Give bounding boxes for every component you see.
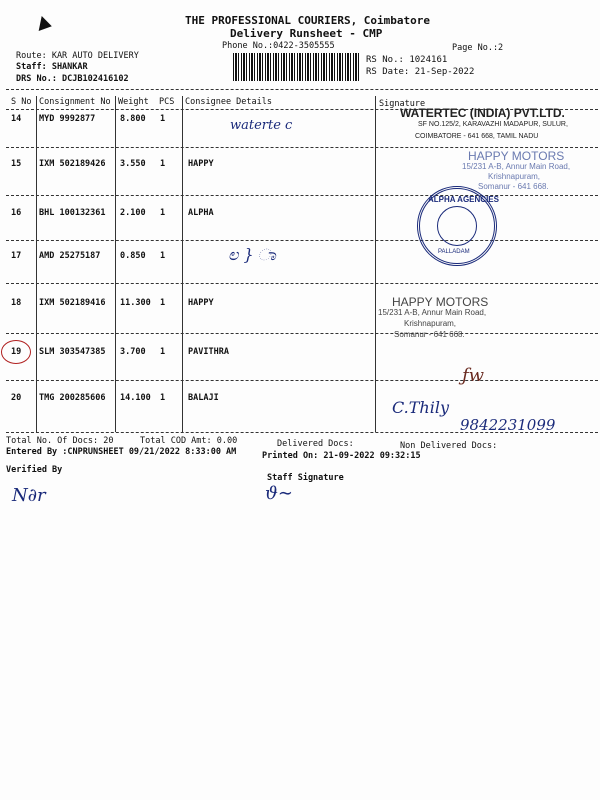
total-cod: Total COD Amt: 0.00	[140, 436, 238, 446]
cell-weight: 3.700	[120, 347, 146, 357]
divider	[6, 240, 598, 241]
alpha-agencies-seal	[417, 186, 497, 266]
rs-date: RS Date: 21-Sep-2022	[366, 67, 475, 77]
watertec-stamp-address: SF NO.125/2, KARAVAZHI MADAPUR, SULUR,	[418, 121, 568, 128]
barcode	[233, 53, 361, 81]
cell-cn: SLM 303547385	[39, 347, 106, 357]
phone-number: Phone No.:0422-3505555	[222, 41, 335, 51]
cell-consignee: ALPHA	[188, 208, 214, 218]
cell-weight: 14.100	[120, 393, 151, 403]
cell-sno: 14	[11, 114, 22, 124]
document-title: Delivery Runsheet - CMP	[230, 27, 383, 40]
divider	[6, 333, 598, 334]
divider	[6, 89, 598, 90]
drs-number: DRS No.: DCJB102416102	[16, 74, 129, 84]
cell-pcs: 1	[160, 208, 166, 218]
seal-city: PALLADAM	[438, 249, 470, 255]
happy-motors-address: 15/231 A-B, Annur Main Road,	[378, 308, 487, 317]
seal-text: ALPHA AGENCIES	[428, 195, 499, 204]
divider	[6, 147, 598, 148]
cell-pcs: 1	[160, 393, 166, 403]
cell-cn: AMD 25275187	[39, 251, 101, 261]
non-delivered-docs: Non Delivered Docs:	[400, 441, 498, 451]
cell-cn: IXM 502189426	[39, 159, 106, 169]
staff: Staff: SHANKAR	[16, 62, 88, 72]
company-name: THE PROFESSIONAL COURIERS, Coimbatore	[185, 14, 431, 27]
total-docs: Total No. Of Docs: 20	[6, 436, 114, 446]
cell-pcs: 1	[160, 298, 166, 308]
cell-sno: 17	[11, 251, 22, 261]
entered-by: Entered By :CNPRUNSHEET 09/21/2022 8:33:00 AM	[6, 447, 237, 457]
cell-pcs: 1	[160, 251, 166, 261]
cell-sno: 16	[11, 208, 22, 218]
happy-motors-address: Krishnapuram,	[404, 319, 457, 328]
cell-cn: MYD 9992877	[39, 114, 96, 124]
watertec-stamp-address: COIMBATORE - 641 668, TAMIL NADU	[415, 133, 539, 140]
cell-weight: 3.550	[120, 159, 146, 169]
staff-signature-label: Staff Signature	[267, 473, 344, 483]
cell-weight: 11.300	[120, 298, 151, 308]
cell-pcs: 1	[160, 347, 166, 357]
cell-consignee: HAPPY	[188, 298, 214, 308]
happy-motors-stamp: HAPPY MOTORS	[392, 295, 489, 309]
cell-sno: 19	[11, 347, 22, 357]
cell-consignee: PAVITHRA	[188, 347, 229, 357]
happy-motors-address: Krishnapuram,	[488, 172, 541, 181]
printed-on: Printed On: 21-09-2022 09:32:15	[262, 451, 421, 461]
verifier-signature: N∂r	[12, 485, 46, 506]
page-number: Page No.:2	[452, 43, 504, 53]
cell-sno: 15	[11, 159, 22, 169]
cell-pcs: 1	[160, 159, 166, 169]
col-weight: Weight	[118, 97, 149, 107]
cell-weight: 8.800	[120, 114, 146, 124]
cell-sno: 20	[11, 393, 22, 403]
happy-motors-address: Somanur - 641 668.	[478, 182, 549, 191]
row-19-circle-mark	[1, 340, 31, 364]
cell-sno: 18	[11, 298, 22, 308]
watertec-stamp-name: WATERTEC (INDIA) PVT.LTD.	[400, 106, 565, 120]
handwritten-phone: 9842231099	[460, 416, 556, 434]
happy-motors-address: Somanur - 641 668.	[394, 330, 465, 339]
handwritten-note: ಲ } ಾ	[228, 245, 276, 264]
cell-weight: 2.100	[120, 208, 146, 218]
signature-mark: ƒw	[462, 365, 485, 386]
route: Route: KAR AUTO DELIVERY	[16, 51, 139, 61]
happy-motors-stamp: HAPPY MOTORS	[468, 149, 565, 163]
col-sno: S No	[11, 97, 32, 107]
staff-signature: ϑ∼	[265, 483, 293, 504]
col-pcs: PCS	[159, 97, 175, 107]
divider	[6, 380, 598, 381]
divider	[6, 195, 598, 196]
delivered-docs: Delivered Docs:	[277, 439, 354, 449]
handwritten-note: waterte c	[230, 118, 293, 133]
col-signature: Signature	[379, 99, 426, 109]
cell-cn: BHL 100132361	[39, 208, 106, 218]
divider	[6, 283, 598, 284]
cell-consignee: HAPPY	[188, 159, 214, 169]
happy-motors-address: 15/231 A-B, Annur Main Road,	[462, 162, 571, 171]
col-consignee: Consignee Details	[185, 97, 272, 107]
cell-consignee: BALAJI	[188, 393, 219, 403]
cell-cn: TMG 200285606	[39, 393, 106, 403]
corner-mark-icon	[34, 14, 52, 31]
cell-cn: IXM 502189416	[39, 298, 106, 308]
verified-by-label: Verified By	[6, 465, 63, 475]
cell-pcs: 1	[160, 114, 166, 124]
handwritten-name: C.Thily	[392, 398, 450, 417]
col-consignment: Consignment No	[39, 97, 111, 107]
rs-number: RS No.: 1024161	[366, 55, 448, 65]
cell-weight: 0.850	[120, 251, 146, 261]
